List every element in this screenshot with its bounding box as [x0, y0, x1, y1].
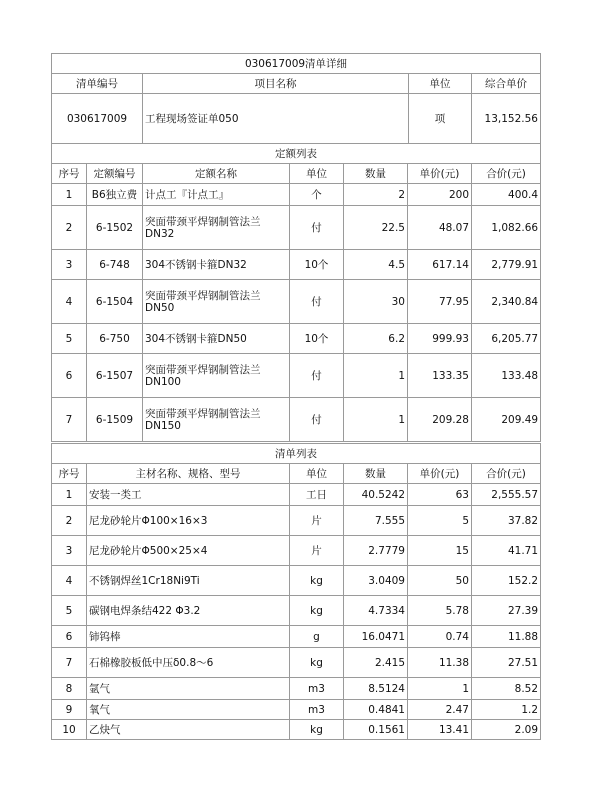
row-qty: 2.415: [344, 648, 408, 678]
quota-table: [51, 143, 541, 442]
row-qty: 3.0409: [344, 566, 408, 596]
table-row: [52, 506, 541, 536]
row-name: 突面带颈平焊钢制管法兰DN100: [143, 354, 290, 398]
row-total: 1,082.66: [472, 206, 541, 250]
quota-col-code: 定额编号: [87, 164, 143, 184]
row-unit: 付: [290, 280, 344, 324]
table-row: [52, 398, 541, 442]
table-row: [52, 596, 541, 626]
quota-col-name: 定额名称: [143, 164, 290, 184]
row-unit: 10个: [290, 324, 344, 354]
row-code: 6-1502: [87, 206, 143, 250]
row-qty: 2: [344, 184, 408, 206]
row-qty: 1: [344, 398, 408, 442]
quota-col-qty: 数量: [344, 164, 408, 184]
row-name: 304不锈钢卡箍DN32: [143, 250, 290, 280]
row-price: 1: [408, 678, 472, 700]
row-price: 48.07: [408, 206, 472, 250]
row-total: 2,340.84: [472, 280, 541, 324]
row-total: 1.2: [472, 700, 541, 720]
table-row: [52, 250, 541, 280]
row-total: 27.51: [472, 648, 541, 678]
item-code: 030617009: [52, 94, 143, 144]
row-code: 6-1507: [87, 354, 143, 398]
quota-col-unit: 单位: [290, 164, 344, 184]
row-name: 尼龙砂轮片Φ100×16×3: [87, 506, 290, 536]
row-price: 2.47: [408, 700, 472, 720]
row-qty: 6.2: [344, 324, 408, 354]
row-no: 1: [52, 484, 87, 506]
row-unit: m3: [290, 678, 344, 700]
row-no: 5: [52, 596, 87, 626]
row-unit: 片: [290, 536, 344, 566]
row-total: 2,779.91: [472, 250, 541, 280]
table-row: [52, 484, 541, 506]
row-qty: 7.555: [344, 506, 408, 536]
table-row: [52, 206, 541, 250]
row-price: 50: [408, 566, 472, 596]
materials-table: [51, 443, 541, 740]
row-total: 2,555.57: [472, 484, 541, 506]
row-name: 安装一类工: [87, 484, 290, 506]
materials-section-title: 清单列表: [52, 444, 541, 464]
header-name-label: 项目名称: [143, 74, 409, 94]
row-no: 6: [52, 626, 87, 648]
row-qty: 0.4841: [344, 700, 408, 720]
row-unit: kg: [290, 566, 344, 596]
row-total: 2.09: [472, 720, 541, 740]
row-no: 3: [52, 536, 87, 566]
item-name: 工程现场签证单050: [143, 94, 409, 144]
table-row: [52, 354, 541, 398]
row-no: 4: [52, 566, 87, 596]
row-unit: kg: [290, 648, 344, 678]
materials-col-no: 序号: [52, 464, 87, 484]
row-unit: g: [290, 626, 344, 648]
item-price: 13,152.56: [472, 94, 541, 144]
row-name: 突面带颈平焊钢制管法兰DN150: [143, 398, 290, 442]
row-no: 8: [52, 678, 87, 700]
row-qty: 1: [344, 354, 408, 398]
row-price: 200: [408, 184, 472, 206]
row-qty: 22.5: [344, 206, 408, 250]
header-code-label: 清单编号: [52, 74, 143, 94]
row-name: 计点工『计点工』: [143, 184, 290, 206]
row-qty: 8.5124: [344, 678, 408, 700]
row-unit: kg: [290, 596, 344, 626]
row-unit: 工日: [290, 484, 344, 506]
row-qty: 30: [344, 280, 408, 324]
row-unit: 片: [290, 506, 344, 536]
row-name: 突面带颈平焊钢制管法兰DN32: [143, 206, 290, 250]
header-price-label: 综合单价: [472, 74, 541, 94]
summary-table: [51, 53, 541, 144]
row-price: 133.35: [408, 354, 472, 398]
quota-col-total: 合价(元): [472, 164, 541, 184]
row-name: 不锈钢焊丝1Cr18Ni9Ti: [87, 566, 290, 596]
row-name: 突面带颈平焊钢制管法兰DN50: [143, 280, 290, 324]
row-unit: 个: [290, 184, 344, 206]
row-no: 2: [52, 206, 87, 250]
table-row: [52, 280, 541, 324]
row-qty: 4.7334: [344, 596, 408, 626]
row-price: 13.41: [408, 720, 472, 740]
row-code: 6-1504: [87, 280, 143, 324]
row-name: 氧气: [87, 700, 290, 720]
row-name: 铈钨棒: [87, 626, 290, 648]
quota-section-title: 定额列表: [52, 144, 541, 164]
row-total: 8.52: [472, 678, 541, 700]
quota-col-price: 单价(元): [408, 164, 472, 184]
row-name: 304不锈钢卡箍DN50: [143, 324, 290, 354]
materials-col-price: 单价(元): [408, 464, 472, 484]
row-total: 27.39: [472, 596, 541, 626]
item-unit: 项: [409, 94, 472, 144]
row-no: 1: [52, 184, 87, 206]
row-price: 209.28: [408, 398, 472, 442]
row-name: 氩气: [87, 678, 290, 700]
table-row: [52, 566, 541, 596]
header-unit-label: 单位: [409, 74, 472, 94]
row-total: 400.4: [472, 184, 541, 206]
row-total: 209.49: [472, 398, 541, 442]
materials-col-qty: 数量: [344, 464, 408, 484]
row-total: 6,205.77: [472, 324, 541, 354]
row-unit: 付: [290, 206, 344, 250]
row-code: B6独立费: [87, 184, 143, 206]
row-qty: 2.7779: [344, 536, 408, 566]
row-unit: 付: [290, 398, 344, 442]
row-total: 37.82: [472, 506, 541, 536]
table-row: [52, 720, 541, 740]
row-no: 7: [52, 398, 87, 442]
row-qty: 16.0471: [344, 626, 408, 648]
row-unit: 付: [290, 354, 344, 398]
row-qty: 40.5242: [344, 484, 408, 506]
table-row: [52, 324, 541, 354]
row-price: 617.14: [408, 250, 472, 280]
page-title: 030617009清单详细: [52, 54, 541, 74]
row-no: 7: [52, 648, 87, 678]
row-code: 6-750: [87, 324, 143, 354]
row-code: 6-748: [87, 250, 143, 280]
row-name: 尼龙砂轮片Φ500×25×4: [87, 536, 290, 566]
row-price: 0.74: [408, 626, 472, 648]
quota-col-no: 序号: [52, 164, 87, 184]
materials-col-name: 主材名称、规格、型号: [87, 464, 290, 484]
row-qty: 4.5: [344, 250, 408, 280]
table-row: [52, 626, 541, 648]
row-total: 152.2: [472, 566, 541, 596]
row-price: 5: [408, 506, 472, 536]
row-no: 10: [52, 720, 87, 740]
row-price: 15: [408, 536, 472, 566]
row-name: 碳钢电焊条结422 Φ3.2: [87, 596, 290, 626]
row-no: 2: [52, 506, 87, 536]
table-row: [52, 536, 541, 566]
row-unit: m3: [290, 700, 344, 720]
row-name: 石棉橡胶板低中压δ0.8～6: [87, 648, 290, 678]
row-no: 3: [52, 250, 87, 280]
table-row: [52, 184, 541, 206]
row-unit: 10个: [290, 250, 344, 280]
row-code: 6-1509: [87, 398, 143, 442]
row-price: 63: [408, 484, 472, 506]
table-row: [52, 678, 541, 700]
row-total: 11.88: [472, 626, 541, 648]
row-total: 41.71: [472, 536, 541, 566]
row-price: 11.38: [408, 648, 472, 678]
row-qty: 0.1561: [344, 720, 408, 740]
row-name: 乙炔气: [87, 720, 290, 740]
table-row: [52, 648, 541, 678]
materials-col-total: 合价(元): [472, 464, 541, 484]
materials-col-unit: 单位: [290, 464, 344, 484]
row-no: 5: [52, 324, 87, 354]
row-unit: kg: [290, 720, 344, 740]
row-no: 9: [52, 700, 87, 720]
row-no: 6: [52, 354, 87, 398]
row-price: 999.93: [408, 324, 472, 354]
row-total: 133.48: [472, 354, 541, 398]
row-price: 77.95: [408, 280, 472, 324]
row-no: 4: [52, 280, 87, 324]
row-price: 5.78: [408, 596, 472, 626]
table-row: [52, 700, 541, 720]
